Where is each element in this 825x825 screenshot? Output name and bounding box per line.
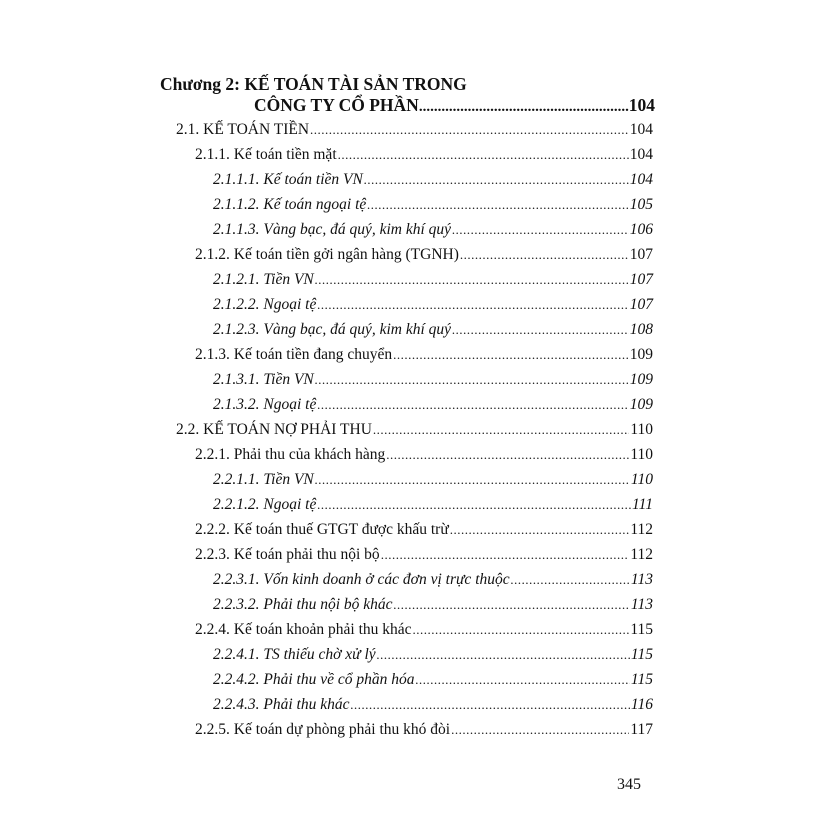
toc-entry-label: 2.2.4.2. Phải thu về cổ phần hóa (213, 671, 415, 688)
toc-entry (195, 521, 653, 546)
dot-leader (452, 322, 629, 338)
toc-entry-page: 116 (630, 696, 653, 713)
toc-entry-label: 2.1.1. Kế toán tiền mặt (195, 146, 337, 163)
toc-entry-page: 104 (629, 171, 653, 188)
dot-leader (451, 722, 629, 738)
toc-entry-label: 2.2.4. Kế toán khoản phải thu khác (195, 621, 412, 638)
dot-leader (460, 247, 629, 263)
dot-leader (310, 122, 629, 138)
toc-entry-page: 107 (629, 296, 653, 313)
dot-leader (386, 447, 629, 463)
toc-entry-label: 2.2.5. Kế toán dự phòng phải thu khó đòi (195, 721, 451, 738)
chapter-page-number: 104 (628, 95, 655, 115)
dot-leader (452, 222, 629, 238)
dot-leader (338, 147, 629, 163)
toc-entry (195, 446, 653, 471)
toc-entry-label: 2.1.1.3. Vàng bạc, đá quý, kim khí quý (213, 221, 452, 238)
toc-entry-page: 104 (629, 146, 653, 163)
toc-entry-label: 2.1.3. Kế toán tiền đang chuyển (195, 346, 393, 363)
toc-entry-page: 112 (630, 521, 653, 538)
toc-entry-page: 105 (629, 196, 653, 213)
toc-entry (213, 221, 653, 246)
dot-leader (350, 697, 629, 713)
toc-entry-page: 115 (630, 621, 653, 638)
toc-entry-label: 2.1.1.1. Kế toán tiền VN (213, 171, 363, 188)
toc-entry-page: 117 (630, 721, 653, 738)
toc-entry (195, 346, 653, 371)
chapter-title-line2-row (160, 95, 655, 116)
dot-leader (377, 647, 630, 663)
toc-entry-page: 108 (629, 321, 653, 338)
toc-entry-label: 2.1.3.1. Tiền VN (213, 371, 314, 388)
toc-entry (213, 496, 653, 521)
dot-leader (317, 497, 631, 513)
toc-entry (213, 646, 653, 671)
toc-entry-page: 107 (629, 246, 653, 263)
toc-entry (195, 146, 653, 171)
toc-entry-page: 104 (629, 121, 653, 138)
toc-entry-page: 110 (630, 421, 653, 438)
toc-entry-label: 2.1.1.2. Kế toán ngoại tệ (213, 196, 367, 213)
chapter-title-line1: Chương 2: KẾ TOÁN TÀI SẢN TRONG (160, 74, 467, 94)
toc-entry (213, 171, 653, 196)
dot-leader (315, 372, 629, 388)
toc-entry-page: 112 (630, 546, 653, 563)
toc-entry-page: 106 (629, 221, 653, 238)
toc-entry-label: 2.1.2.1. Tiền VN (213, 271, 314, 288)
toc-entry-label: 2.2.3. Kế toán phải thu nội bộ (195, 546, 380, 563)
dot-leader (317, 397, 628, 413)
dot-leader (373, 422, 629, 438)
chapter-title-line2: CÔNG TY CỔ PHẦN (254, 95, 419, 115)
toc-entry (213, 571, 653, 596)
dot-leader (419, 99, 629, 116)
page-number: 345 (617, 776, 641, 793)
toc-entry-page: 113 (630, 571, 653, 588)
dot-leader (367, 197, 628, 213)
toc-entry (195, 621, 653, 646)
toc-entry-label: 2.2. KẾ TOÁN NỢ PHẢI THU (176, 421, 372, 438)
dot-leader (394, 597, 630, 613)
toc-entry (213, 671, 653, 696)
toc-entry (195, 721, 653, 746)
toc-entry-label: 2.2.1. Phải thu của khách hàng (195, 446, 386, 463)
toc-entry (213, 696, 653, 721)
toc-entry (213, 296, 653, 321)
dot-leader (413, 622, 630, 638)
dot-leader (315, 272, 629, 288)
toc-entry-page: 110 (630, 446, 653, 463)
toc-entry-label: 2.2.4.3. Phải thu khác (213, 696, 350, 713)
toc-entry-label: 2.2.4.1. TS thiếu chờ xử lý (213, 646, 376, 663)
toc-entry-label: 2.2.2. Kế toán thuế GTGT được khấu trừ (195, 521, 449, 538)
toc-entry-page: 109 (629, 371, 653, 388)
toc-entry-label: 2.2.1.1. Tiền VN (213, 471, 314, 488)
toc-entry-page: 110 (630, 471, 653, 488)
toc-entry-label: 2.1.3.2. Ngoại tệ (213, 396, 317, 413)
toc-entry-page: 115 (630, 671, 653, 688)
dot-leader (364, 172, 629, 188)
toc-entry (213, 371, 653, 396)
toc-entry-label: 2.2.3.2. Phải thu nội bộ khác (213, 596, 393, 613)
dot-leader (450, 522, 630, 538)
toc-entry (213, 321, 653, 346)
toc-entry-page: 109 (629, 396, 653, 413)
toc-entry (195, 546, 653, 571)
toc-entry-label: 2.1.2.3. Vàng bạc, đá quý, kim khí quý (213, 321, 452, 338)
toc-entry-page: 107 (629, 271, 653, 288)
dot-leader (393, 347, 629, 363)
dot-leader (511, 572, 630, 588)
toc-entry-page: 115 (630, 646, 653, 663)
chapter-heading (160, 74, 655, 116)
toc-entry (213, 471, 653, 496)
toc-entry (176, 421, 653, 446)
dot-leader (315, 472, 630, 488)
dot-leader (415, 672, 629, 688)
toc-entry (213, 396, 653, 421)
toc-entry-label: 2.2.1.2. Ngoại tệ (213, 496, 317, 513)
toc-entry-page: 113 (630, 596, 653, 613)
toc-entry-label: 2.1.2. Kế toán tiền gởi ngân hàng (TGNH) (195, 246, 459, 263)
toc-entry (195, 246, 653, 271)
toc-entry (213, 271, 653, 296)
dot-leader (317, 297, 628, 313)
toc-entry-page: 111 (632, 496, 653, 513)
toc-entry-label: 2.1.2.2. Ngoại tệ (213, 296, 317, 313)
toc-entry (213, 196, 653, 221)
toc-entry (176, 121, 653, 146)
toc-entry-label: 2.1. KẾ TOÁN TIỀN (176, 121, 310, 138)
toc-entry-page: 109 (629, 346, 653, 363)
dot-leader (381, 547, 630, 563)
toc-entry-label: 2.2.3.1. Vốn kinh doanh ở các đơn vị trực thuộc (213, 571, 510, 588)
toc-entry (213, 596, 653, 621)
